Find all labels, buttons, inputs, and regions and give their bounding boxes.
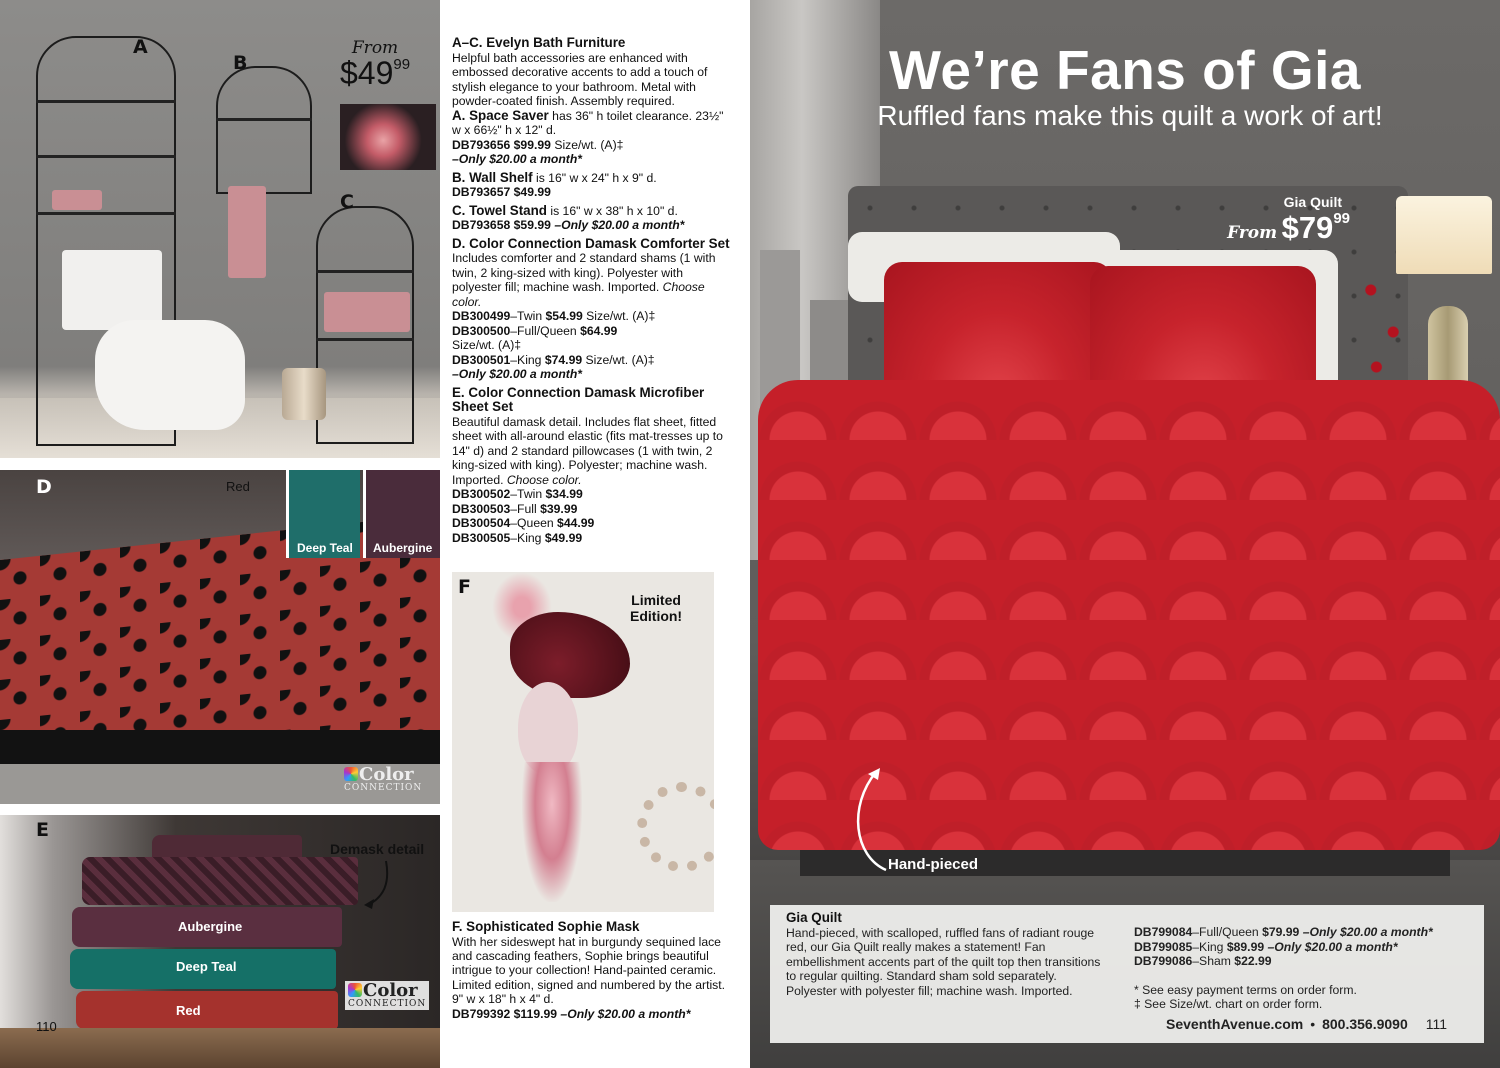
gia-promo: –Only $20.00 a month*: [1299, 925, 1433, 939]
logo-sub: CONNECTION: [348, 999, 427, 1009]
gia-sku-row: [1134, 925, 1474, 940]
price-dollars: $79: [1281, 210, 1334, 245]
wall-shelf-name: B. Wall Shelf: [452, 169, 533, 185]
gia-order-info: [1134, 925, 1474, 1012]
gia-price: $89.99: [1226, 939, 1265, 954]
mask-title: F. Sophisticated Sophie Mask: [452, 919, 640, 934]
item-label-b: B: [233, 52, 248, 74]
sheet-price: $44.99: [557, 516, 595, 531]
badge-line-2: Edition!: [630, 608, 683, 624]
wall-shelf-desc: is 16" w x 24" h x 9" d.: [532, 170, 657, 185]
logo-sub: CONNECTION: [344, 783, 423, 793]
pink-feather: [522, 762, 582, 902]
page-headline: We’re Fans of Gia: [888, 39, 1362, 101]
rack-shelf: [36, 100, 176, 103]
swatch-label-red: Red: [226, 479, 250, 494]
mask-promo: –Only $20.00 a month*: [557, 1006, 691, 1021]
swatch-label-deep-teal: Deep Teal: [297, 541, 353, 555]
mask-sku: DB799392 $119.99: [452, 1006, 558, 1021]
color-wheel-icon: [348, 983, 362, 997]
folded-sheet-damask: [82, 857, 358, 905]
order-notes: [1134, 983, 1474, 1012]
sheet-size: –Full: [510, 501, 541, 516]
comforter-size: –Twin: [510, 309, 546, 324]
decorative-mirror: [637, 782, 714, 872]
burgundy-hat: [510, 612, 630, 698]
gia-size: –Full/Queen: [1192, 925, 1263, 939]
sheet-set-title: E. Color Connection Damask Microfiber Sheet Set: [452, 384, 705, 415]
limited-edition-badge: [630, 592, 682, 624]
sheet-sku: DB300505: [452, 530, 511, 545]
towel-stand-sku: DB793658 $59.99: [452, 218, 551, 233]
demask-detail-callout: Demask detail: [330, 841, 425, 857]
item-label-d: D: [36, 476, 52, 498]
wall-shelf-description: [452, 171, 730, 200]
gia-price-badge: [1220, 194, 1350, 246]
color-connection-logo: [345, 981, 429, 1010]
sheet-price: $39.99: [540, 501, 578, 516]
sheet-sku: DB300504: [452, 516, 511, 531]
price-cents: 99: [393, 56, 411, 73]
gia-price: $22.99: [1234, 954, 1272, 969]
comforter-price: $74.99: [544, 352, 583, 367]
gia-body: Hand-pieced, with scalloped, ruffled fans of radiant rouge red, our Gia Quilt really makes a statement! Fan embellishment accents part of the quilt top then transitions to regular quilting. Standard sham sold separately. Polyester with polyester fill; machine wash. Imported.: [786, 925, 1101, 998]
comforter-promo: –Only $20.00 a month*: [452, 367, 583, 382]
space-saver-promo: –Only $20.00 a month*: [452, 152, 583, 167]
footer-separator: •: [1310, 1016, 1316, 1032]
wood-table: [0, 1028, 440, 1068]
sophie-mask-photo[interactable]: [452, 572, 714, 912]
gia-price: $79.99: [1262, 925, 1300, 939]
item-label-a: A: [133, 36, 148, 58]
sheet-size: –Twin: [510, 487, 546, 502]
towel-stand-promo: –Only $20.00 a month*: [550, 218, 685, 233]
rack-shelf: [316, 338, 414, 341]
product-copy-column: [452, 36, 730, 549]
sheet-sku-row: [452, 487, 730, 502]
comforter-sku: DB300500: [452, 323, 511, 338]
gia-sku-row: [1134, 954, 1474, 969]
stack-label-deep-teal: Deep Teal: [176, 959, 237, 974]
comforter-price: $54.99: [545, 309, 583, 324]
website-link[interactable]: SeventhAvenue.com: [1166, 1016, 1304, 1032]
logo-word: Color: [359, 764, 414, 785]
sheet-sku-row: [452, 502, 730, 517]
swatch-label-aubergine: Aubergine: [373, 541, 433, 555]
page-number-left: 110: [36, 1019, 57, 1034]
flower-artwork: [340, 104, 436, 170]
sheet-set-description: [452, 386, 730, 546]
gia-promo: –Only $20.00 a month*: [1264, 939, 1398, 954]
bath-furniture-photo[interactable]: [0, 0, 440, 458]
comforter-choose-color: Choose color.: [452, 280, 705, 309]
space-saver-size: Size/wt. (A)‡: [550, 137, 624, 152]
payment-note: * See easy payment terms on order form.: [1134, 982, 1357, 997]
comforter-size: –Full/Queen: [510, 323, 581, 338]
comforter-size-wt: Size/wt. (A)‡: [582, 309, 656, 324]
wall-shelf: [216, 66, 312, 194]
damask-comforter-photo[interactable]: [0, 470, 440, 804]
sheet-sku: DB300502: [452, 487, 511, 502]
item-label-e: E: [36, 819, 49, 841]
comforter-description: [452, 237, 730, 382]
space-saver-desc: has 36" h toilet clearance. 23½" w x 66½" h x 12" d.: [452, 108, 724, 138]
page-subhead: Ruffled fans make this quilt a work of art!: [877, 100, 1383, 131]
wall-shelf-sku: DB793657 $49.99: [452, 185, 551, 200]
space-saver-name: A. Space Saver: [452, 107, 549, 123]
rack-shelf: [216, 118, 312, 121]
pink-towel: [228, 186, 266, 278]
item-label-c: C: [340, 191, 354, 213]
price-from: From: [351, 38, 399, 58]
towel-stand-desc: is 16" w x 38" h x 10" d.: [546, 203, 678, 218]
comforter-size-wt: Size/wt. (A)‡: [582, 352, 655, 367]
rack-shelf: [36, 155, 176, 158]
comforter-size-wt: Size/wt. (A)‡: [452, 338, 522, 353]
badge-line-1: Limited: [631, 592, 681, 608]
size-note: ‡ See Size/wt. chart on order form.: [1134, 997, 1323, 1012]
phone-number[interactable]: 800.356.9090: [1322, 1016, 1408, 1032]
color-connection-logo: [344, 766, 422, 793]
page-number-right: 111: [1425, 1016, 1448, 1032]
mask-description: [452, 920, 736, 1021]
sheet-set-choose-color: Choose color.: [506, 472, 582, 487]
comforter-title: D. Color Connection Damask Comforter Set: [452, 235, 730, 251]
rack-shelf: [36, 212, 176, 215]
metal-vase: [282, 368, 326, 420]
stack-label-red: Red: [176, 1003, 201, 1018]
folded-sheet-red: [76, 991, 338, 1029]
toilet-bowl: [95, 320, 245, 430]
evelyn-description: [452, 36, 730, 167]
sheet-set-photo[interactable]: [0, 815, 440, 1068]
sheet-price: $49.99: [544, 530, 583, 545]
comforter-size: –King: [510, 352, 545, 367]
catalog-page-right: [750, 0, 1500, 1068]
sheet-sku: DB300503: [452, 501, 511, 516]
sheet-set-body: Beautiful damask detail. Includes flat sheet, fitted sheet with all-around elastic (fits mat-tresses up to 14" d) and 2 standard pillowcases (1 with twin, 2 king-sized with king). Polyester; machine wash. Imported.: [452, 414, 723, 487]
pink-towel-stack: [324, 292, 410, 332]
comforter-sku: DB300499: [452, 309, 511, 324]
color-wheel-icon: [344, 767, 358, 781]
page-footer: [1166, 1016, 1447, 1032]
evelyn-body: Helpful bath accessories are enhanced with embossed decorative accents to add a touch of stylish elegance to your bathroom. Metal with powder-coated finish. Assembly required.: [452, 50, 708, 109]
evelyn-title: A–C. Evelyn Bath Furniture: [452, 35, 626, 50]
logo-word: Color: [363, 980, 418, 1001]
gia-size: –Sham: [1192, 954, 1235, 969]
stack-label-aubergine: Aubergine: [178, 919, 243, 934]
sheet-size: –King: [510, 530, 545, 545]
toilet-tank: [62, 250, 162, 330]
item-label-f: F: [458, 576, 471, 598]
gia-sku: DB799085: [1134, 939, 1193, 954]
mask-face: [518, 682, 578, 774]
gia-sku: DB799084: [1134, 925, 1193, 939]
space-saver-sku: DB793656 $99.99: [452, 137, 551, 152]
towel-stand-description: [452, 204, 730, 233]
badge-product-name: Gia Quilt: [1283, 194, 1342, 210]
mask-body: With her sideswept hat in burgundy sequined lace and cascading feathers, Sophie brings beautiful intrigue to your collection! Hand-painted ceramic. Limited edition, signed and numbered by the artist. 9" w x 18" h x 4" d.: [452, 934, 726, 1007]
sheet-sku-row: [452, 516, 730, 531]
price-from: From: [1227, 223, 1278, 243]
comforter-sku: DB300501: [452, 352, 511, 367]
lamp-shade: [1396, 196, 1492, 274]
rack-shelf: [316, 270, 414, 273]
gia-info-box: [770, 905, 1484, 1043]
curved-arrow-icon: [846, 766, 894, 876]
pink-towel: [52, 190, 102, 210]
gia-size: –King: [1192, 939, 1227, 954]
comforter-body: Includes comforter and 2 standard shams (1 with twin, 2 king-sized with king). Polyester with polyester fill; machine wash. Imported.: [452, 251, 716, 295]
sheet-size: –Queen: [510, 516, 558, 531]
curved-arrow-icon: [360, 859, 396, 913]
gia-sku: DB799086: [1134, 954, 1193, 969]
gia-description: [786, 911, 1104, 999]
sheet-sku-row: [452, 531, 730, 546]
price-cents: 99: [1333, 210, 1350, 227]
price-dollars: $49: [340, 55, 394, 91]
towel-stand-name: C. Towel Stand: [452, 202, 547, 218]
hand-pieced-callout: Hand-pieced: [888, 856, 979, 873]
sheet-price: $34.99: [545, 487, 583, 502]
catalog-page-left: [0, 0, 748, 1068]
gia-sku-row: [1134, 940, 1474, 955]
comforter-price: $64.99: [580, 323, 618, 338]
price-badge: [340, 40, 410, 89]
gia-title: Gia Quilt: [786, 910, 842, 925]
